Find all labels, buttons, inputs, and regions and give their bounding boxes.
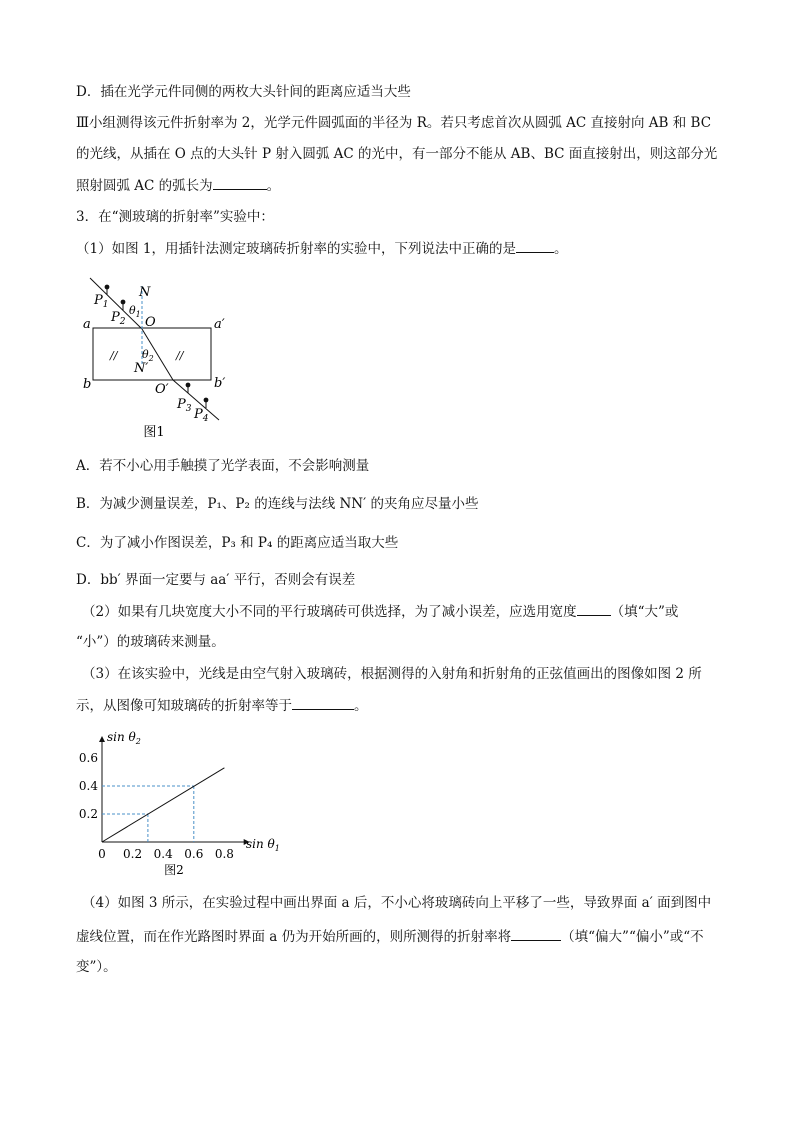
answer-blank[interactable]: [511, 926, 561, 941]
x-tick-label: 0.8: [214, 847, 234, 861]
y-tick-label: 0.4: [78, 779, 98, 793]
x-tick-label: 0.2: [123, 847, 143, 861]
question-3-3-line1: （3）在该实验中，光线是由空气射入玻璃砖，根据测得的入射角和折射角的正弦值画出的图像如图 2 所: [82, 666, 702, 682]
question-3-1: （1）如图 1，用插针法测定玻璃砖折射率的实验中，下列说法中正确的是 。: [76, 238, 567, 259]
svg-text:P4: $P_4$: [194, 407, 209, 424]
question-3-title: 3．在“测玻璃的折射率”实验中：: [76, 209, 274, 225]
figure-2-chart: [76, 724, 286, 884]
y-axis-label: $\sin \theta_2$: [107, 730, 141, 746]
svg-text:N: N: [139, 285, 151, 300]
y-tick-label: 0.6: [78, 751, 98, 765]
svg-text:O′: O′: [155, 382, 169, 397]
svg-text:θ2: $\theta_2$: [142, 348, 154, 363]
x-tick-label: 0.6: [184, 847, 204, 861]
svg-text:b: b: [83, 377, 92, 392]
svg-text:N′: N′: [134, 361, 149, 376]
option-d-prev: D．插在光学元件同侧的两枚大头针间的距离应适当大些: [76, 84, 411, 100]
question-3-4-line2: 虚线位置，而在作光路图时界面 a 仍为开始所画的，则所测得的折射率将 （填“偏大”“偏小”或“不: [76, 926, 704, 947]
x-tick-label: 0.4: [153, 847, 173, 861]
svg-text:b′: b′: [214, 376, 226, 391]
x-tick-label: 0: [98, 847, 106, 861]
question-3-4-line3: 变”）。: [76, 959, 117, 975]
svg-text:a′: a′: [214, 317, 225, 332]
svg-text:θ1: $\theta_1$: [129, 304, 141, 319]
group3-text-3: 照射圆弧 AC 的弧长为 。: [76, 175, 280, 196]
svg-text:P2: $P_2$: [111, 310, 126, 327]
question-3-4-line1: （4）如图 3 所示，在实验过程中画出界面 a 后，不小心将玻璃砖向上平移了一些，导致界面 a′ 面到图中: [82, 895, 712, 911]
option-d: D．bb′ 界面一定要与 aa′ 平行，否则会有误差: [76, 572, 356, 588]
y-tick-label: 0.2: [78, 807, 98, 821]
option-b: B．为减少测量误差，P₁、P₂ 的连线与法线 NN′ 的夹角应尽量小些: [76, 496, 479, 512]
answer-blank[interactable]: [577, 601, 611, 616]
answer-blank[interactable]: [516, 238, 554, 253]
series-line-0: [102, 768, 224, 842]
question-3-2-line1: （2）如果有几块宽度大小不同的平行玻璃砖可供选择，为了减小误差，应选用宽度 （填“大”或: [82, 601, 678, 622]
group3-text-1: Ⅲ小组测得该元件折射率为 2，光学元件圆弧面的半径为 R。若只考虑首次从圆弧 AC 直接射向 AB 和 BC: [76, 115, 712, 131]
question-3-3-line2: 示，从图像可知玻璃砖的折射率等于 。: [76, 695, 368, 716]
figure-2-caption: 图2: [164, 863, 184, 877]
option-a: A．若不小心用手触摸了光学表面，不会影响测量: [76, 458, 370, 474]
answer-blank[interactable]: [213, 175, 267, 190]
figure-1-caption: 图1: [143, 425, 165, 440]
group3-text-2: 的光线，从插在 O 点的大头针 P 射入圆弧 AC 的光中，有一部分不能从 AB、BC 面直接射出，则这部分光: [76, 146, 718, 162]
svg-text://: //: [176, 349, 184, 362]
svg-text:P3: $P_3$: [177, 397, 192, 414]
answer-blank[interactable]: [292, 695, 354, 710]
svg-text:O: O: [145, 315, 156, 330]
svg-text:a: a: [83, 317, 91, 332]
svg-text:P1: $P_1$: [94, 293, 109, 310]
question-3-2-line2: “小”）的玻璃砖来测量。: [76, 634, 225, 650]
svg-text://: //: [110, 349, 118, 362]
y-axis-arrow: [99, 736, 105, 742]
x-axis-label: $\sin \theta_1$: [246, 837, 280, 853]
option-c: C．为了减小作图误差，P₃ 和 P₄ 的距离应适当取大些: [76, 535, 399, 551]
figure-1: [76, 268, 236, 443]
